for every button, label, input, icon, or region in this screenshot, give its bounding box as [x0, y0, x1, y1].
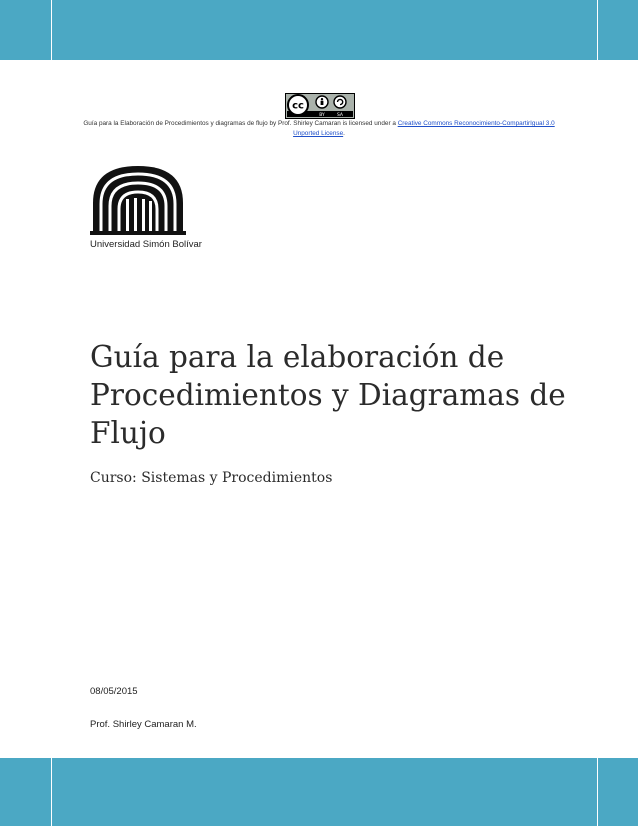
- license-link[interactable]: Creative Commons Reconocimiento-CompartirIgual 3.0 Unported License: [293, 120, 555, 137]
- document-subtitle: Curso: Sistemas y Procedimientos: [90, 470, 333, 486]
- cc-by-sa-license-icon[interactable]: [285, 93, 355, 119]
- border-line: [597, 0, 598, 60]
- border-line: [51, 0, 52, 60]
- cc-badge-by-label: BY: [319, 113, 325, 118]
- document-date: 08/05/2015: [90, 686, 138, 697]
- border-line: [51, 758, 52, 826]
- university-name: Universidad Simón Bolívar: [90, 239, 202, 250]
- document-title: Guía para la elaboración de Procedimientos y Diagramas de Flujo: [90, 340, 566, 450]
- cc-badge-sa-label: SA: [336, 113, 344, 118]
- page-border-top: [0, 0, 638, 60]
- university-logo: [90, 163, 186, 235]
- document-author: Prof. Shirley Camaran M.: [90, 719, 197, 730]
- page-content: [0, 60, 638, 758]
- license-notice: [80, 119, 558, 139]
- cc-badge-label: cc: [292, 100, 304, 112]
- page-border-bottom: [0, 758, 638, 826]
- license-text-end: .: [343, 130, 345, 137]
- license-text: Guía para la Elaboración de Procedimientos y diagramas de flujo by Prof. Shirley Camaran is licensed under a: [83, 120, 398, 127]
- border-line: [597, 758, 598, 826]
